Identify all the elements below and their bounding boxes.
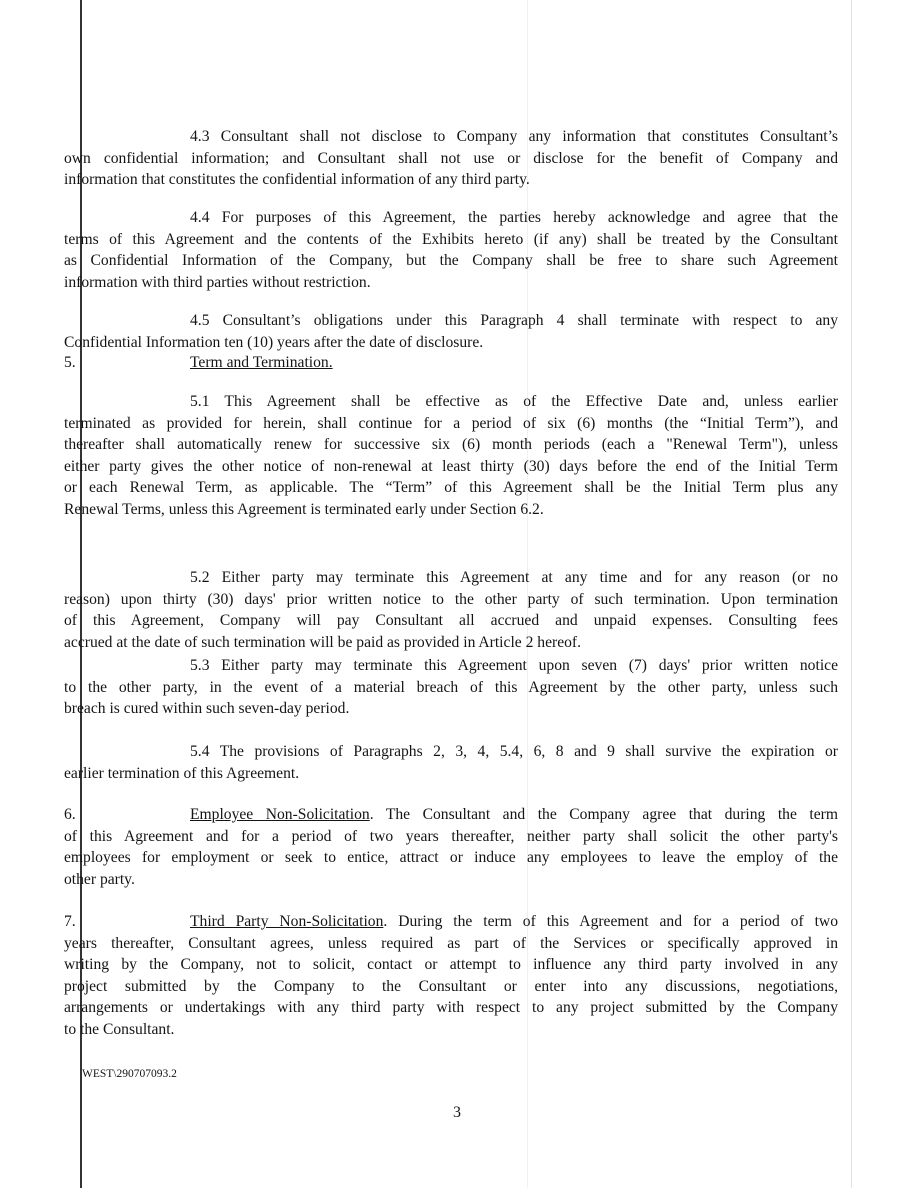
- section-number: 6.: [64, 806, 76, 823]
- text-line: information with third parties without restriction.: [64, 273, 371, 291]
- section-number: 7.: [64, 913, 76, 930]
- text-line: writing by the Company, not to solicit, contact or attempt to influence any third party involved in any: [64, 956, 838, 974]
- text-line: 4.4 For purposes of this Agreement, the parties hereby acknowledge and agree that the: [190, 209, 838, 226]
- document-id: WEST\290707093.2: [82, 1068, 177, 1080]
- text-line: earlier termination of this Agreement.: [64, 764, 300, 782]
- text-line: either party gives the other notice of non-renewal at least thirty (30) days before the end of the Initial Term: [64, 457, 838, 475]
- text-line: information that constitutes the confidential information of any third party.: [64, 171, 530, 189]
- text-line: 4.5 Consultant’s obligations under this Paragraph 4 shall terminate with respect to any: [190, 312, 838, 329]
- section-number: 5.: [64, 354, 76, 371]
- paragraph-4-4: [64, 207, 838, 293]
- text-line: 4.3 Consultant shall not disclose to Company any information that constitutes Consultant’s: [190, 128, 838, 145]
- paragraph-5-2: [64, 567, 838, 653]
- text-line: accrued at the date of such termination will be paid as provided in Article 2 hereof.: [64, 633, 582, 651]
- text-line: or each Renewal Term, as applicable. The “Term” of this Agreement shall be the Initial Term plus any: [64, 479, 838, 497]
- text-line: 5.3 Either party may terminate this Agreement upon seven (7) days' prior written notice: [190, 657, 838, 674]
- text-line: thereafter shall automatically renew for successive six (6) month periods (each a "Renewal Term"), unless: [64, 436, 838, 454]
- section-7: [64, 911, 838, 1041]
- text-line: terminated as provided for herein, shall continue for a period of six (6) months (the “Initial Term”), and: [64, 414, 838, 432]
- text-line: terms of this Agreement and the contents of the Exhibits hereto (if any) shall be treated by the Consultant: [64, 230, 838, 248]
- section-5-heading: [64, 352, 838, 374]
- text-run: . The Consultant and the Company agree that during the term: [369, 806, 838, 823]
- text-line: Confidential Information ten (10) years after the date of disclosure.: [64, 333, 484, 351]
- text-line: employees for employment or seek to entice, attract or induce any employees to leave the employ of the: [64, 849, 838, 867]
- text-run: . During the term of this Agreement and for a period of two: [383, 913, 838, 930]
- paragraph-5-1: [64, 391, 838, 521]
- text-line: to the other party, in the event of a material breach of this Agreement by the other party, unless such: [64, 678, 838, 696]
- text-line: 5.1 This Agreement shall be effective as of the Effective Date and, unless earlier: [190, 393, 838, 410]
- text-line: arrangements or undertakings with any third party with respect to any project submitted by the Company: [64, 999, 838, 1017]
- text-line: of this Agreement and for a period of two years thereafter, neither party shall solicit the other party's: [64, 827, 838, 845]
- section-title: Employee Non-Solicitation: [190, 806, 370, 823]
- text-line: to the Consultant.: [64, 1020, 175, 1038]
- paragraph-5-3: [64, 655, 838, 720]
- paragraph-5-4: [64, 741, 838, 784]
- text-line: reason) upon thirty (30) days' prior written notice to the other party of such termination. Upon termination: [64, 590, 838, 608]
- section-title: Term and Termination.: [190, 354, 333, 371]
- section-6: [64, 804, 838, 890]
- page-number: 3: [453, 1104, 461, 1121]
- paragraph-4-3: [64, 126, 838, 191]
- text-line: 5.4 The provisions of Paragraphs 2, 3, 4, 5.4, 6, 8 and 9 shall survive the expiration or: [190, 743, 838, 760]
- scan-edge-line: [851, 0, 852, 1188]
- text-line: own confidential information; and Consultant shall not use or disclose for the benefit of Company and: [64, 149, 838, 167]
- text-line: 5.2 Either party may terminate this Agreement at any time and for any reason (or no: [190, 569, 838, 586]
- section-title: Third Party Non-Solicitation: [190, 913, 384, 930]
- text-line: of this Agreement, Company will pay Consultant all accrued and unpaid expenses. Consulting fees: [64, 612, 838, 630]
- text-line: as Confidential Information of the Company, but the Company shall be free to share such Agreement: [64, 252, 838, 270]
- text-line: project submitted by the Company to the Consultant or enter into any discussions, negotiations,: [64, 977, 838, 995]
- text-line: Renewal Terms, unless this Agreement is terminated early under Section 6.2.: [64, 500, 544, 518]
- text-line: years thereafter, Consultant agrees, unless required as part of the Services or specifically approved in: [64, 934, 838, 952]
- text-line: breach is cured within such seven-day period.: [64, 700, 350, 718]
- text-line: other party.: [64, 870, 135, 888]
- paragraph-4-5: [64, 310, 838, 353]
